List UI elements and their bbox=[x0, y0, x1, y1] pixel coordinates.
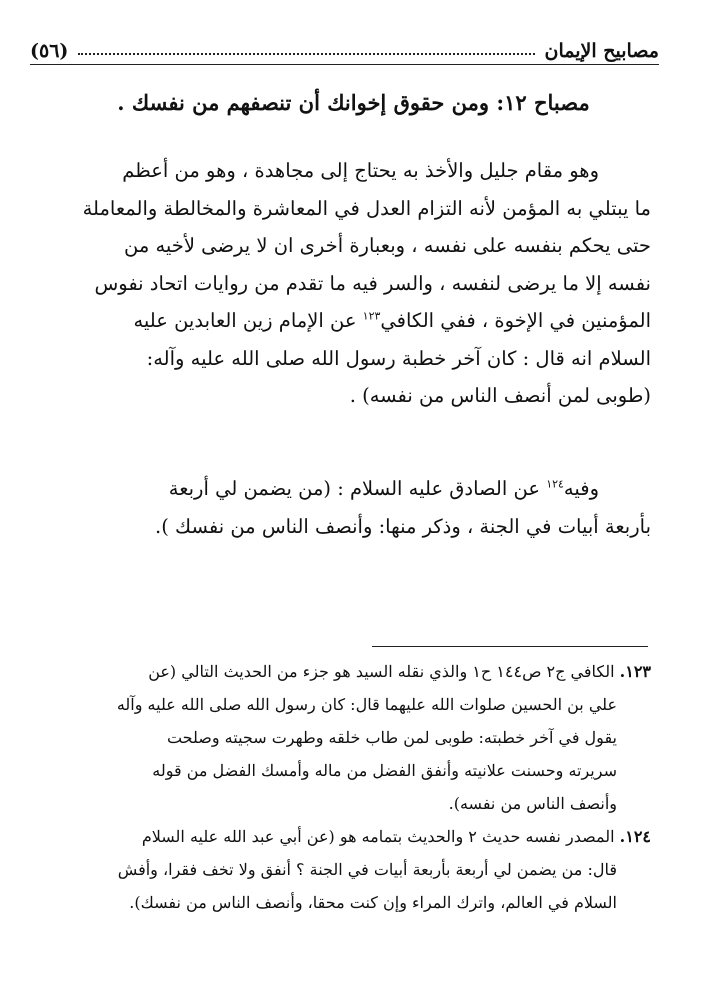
header-rule bbox=[30, 64, 659, 65]
paragraph-text: المؤمنين في الإخوة ، ففي الكافي bbox=[380, 309, 651, 332]
footnotes bbox=[52, 655, 651, 919]
footnote-line: السلام في العالم، واترك المراء وإن كنت محقا، وأنصف الناس من نفسك). bbox=[129, 893, 617, 912]
section-heading: مصباح ١٢: ومن حقوق إخوانك أن تنصفهم من نفسك . bbox=[117, 90, 590, 115]
paragraph-1 bbox=[44, 152, 651, 415]
footnote-line bbox=[52, 820, 651, 853]
paragraph-text: عن الإمام زين العابدين عليه bbox=[133, 309, 357, 332]
footnote-124 bbox=[52, 820, 651, 919]
paragraph-line: حتى يحكم بنفسه على نفسه ، وبعبارة أخرى ان لا يرضى لأخيه من bbox=[123, 234, 651, 257]
footnote-number: ١٢٤. bbox=[619, 827, 651, 846]
paragraph-2 bbox=[44, 470, 651, 545]
footnote-number: ١٢٣. bbox=[619, 662, 651, 681]
footnote-divider bbox=[372, 646, 648, 647]
footnote-text: الكافي ج٢ ص١٤٤ ح١ والذي نقله السيد هو جزء من الحديث التالي (عن bbox=[148, 662, 615, 681]
footnote-line: وأنصف الناس من نفسه). bbox=[448, 794, 617, 813]
paragraph-line: نفسه إلا ما يرضى لنفسه ، والسر فيه ما تقدم من روايات اتحاد نفوس bbox=[94, 271, 651, 295]
paragraph-line: وهو مقام جليل والأخذ به يحتاج إلى مجاهدة ، وهو من أعظم bbox=[122, 159, 599, 182]
paragraph-line: ما يبتلي به المؤمن لأنه التزام العدل في المعاشرة والمخالطة والمعاملة bbox=[82, 196, 651, 220]
paragraph-line: (طوبى لمن أنصف الناس من نفسه) . bbox=[349, 384, 651, 407]
footnote-line: سريرته وحسنت علانيته وأنفق الفضل من ماله وأمسك الفضل من قوله bbox=[152, 761, 617, 780]
page-header bbox=[30, 30, 659, 62]
footnote-line: يقول في آخر خطبته: طوبى لمن طاب خلقه وطهرت سجيته وصلحت bbox=[166, 728, 617, 747]
footnote-line: قال: من يضمن لي أربعة بأربعة أبيات في الجنة ؟ أنفق ولا تخف فقرا، وأفش bbox=[117, 860, 617, 879]
footnote-text: المصدر نفسه حديث ٢ والحديث بتمامه هو (عن أبي عبد الله عليه السلام bbox=[141, 827, 615, 846]
paragraph-line: السلام انه قال : كان آخر خطبة رسول الله صلى الله عليه وآله: bbox=[146, 346, 651, 370]
footnote-ref-123: ١٢٣ bbox=[362, 309, 381, 323]
page-number: (٥٦) bbox=[30, 40, 69, 62]
paragraph-text: عن الصادق عليه السلام : (من يضمن لي أربعة bbox=[168, 477, 540, 500]
footnote-line: علي بن الحسين صلوات الله عليهما قال: كان رسول الله صلى الله عليه وآله bbox=[116, 695, 617, 714]
paragraph-text: وفيه bbox=[563, 477, 599, 500]
header-dotted-leader bbox=[78, 53, 534, 55]
paragraph-line: بأربعة أبيات في الجنة ، وذكر منها: وأنصف الناس من نفسك ). bbox=[155, 514, 651, 538]
paragraph-line bbox=[44, 470, 651, 508]
footnote-line bbox=[52, 655, 651, 688]
paragraph-line bbox=[44, 302, 651, 340]
footnote-ref-124: ١٢٤ bbox=[546, 477, 564, 491]
running-title: مصابيح الإيمان bbox=[544, 40, 659, 62]
footnote-123 bbox=[52, 655, 651, 820]
